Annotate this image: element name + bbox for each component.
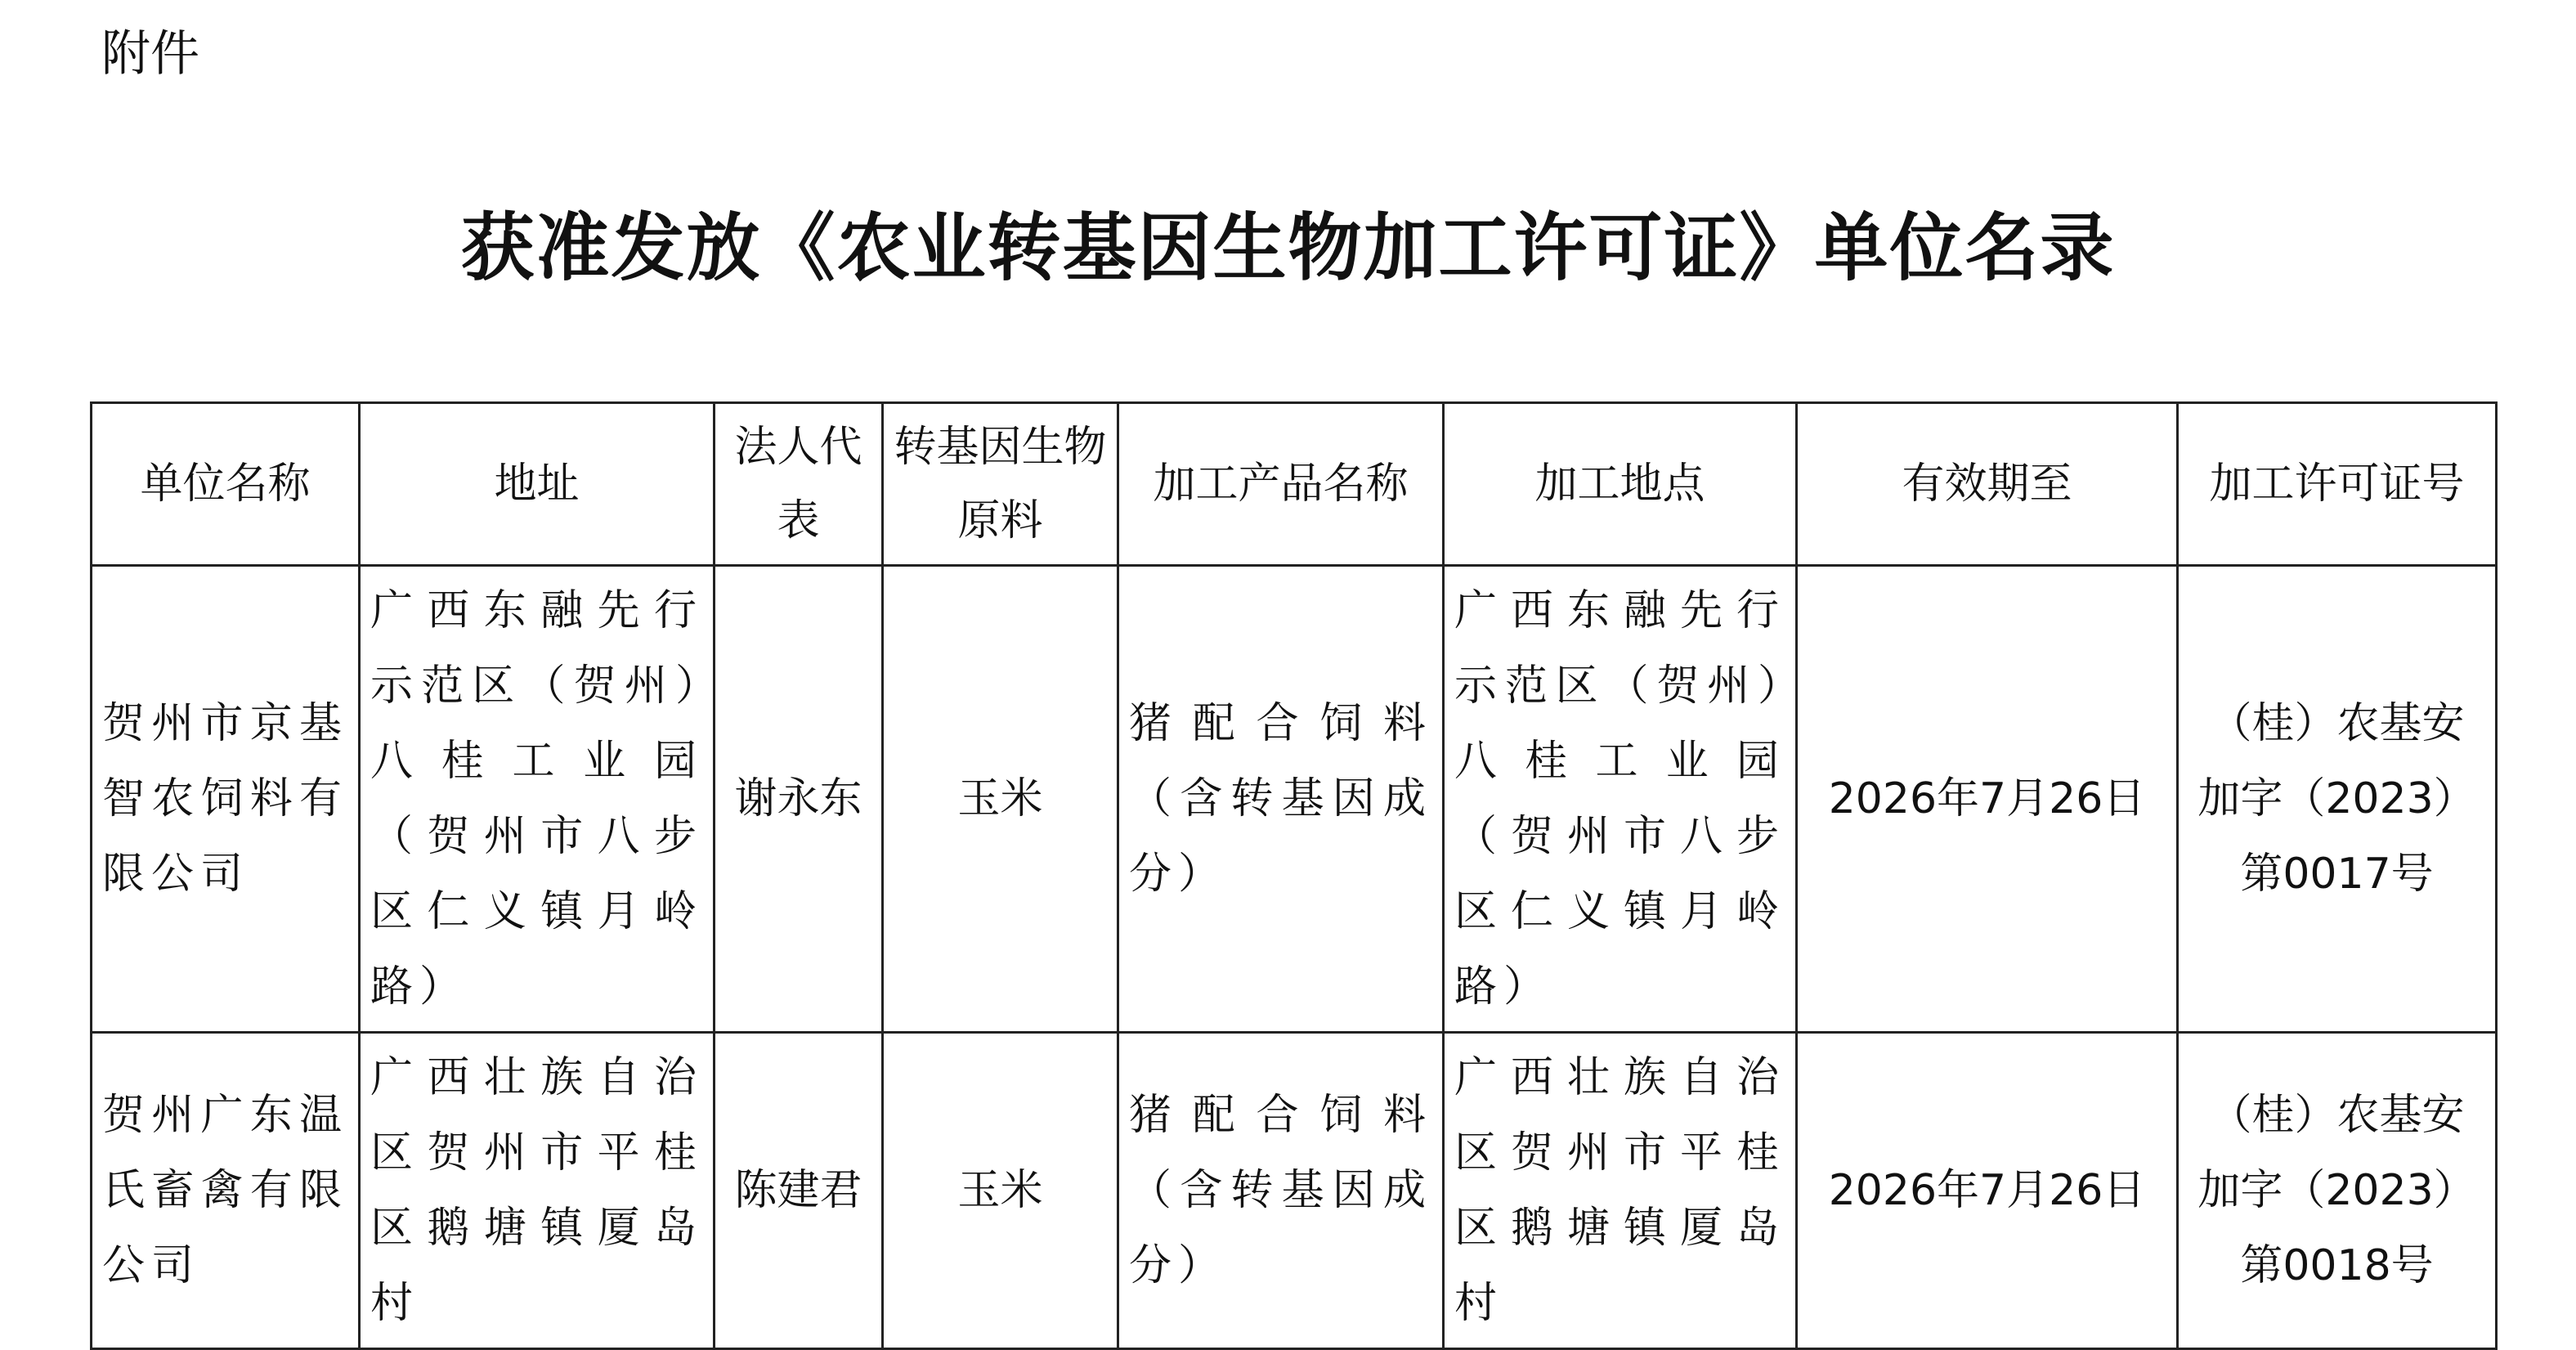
header-legal-rep: 法人代表 [715, 403, 883, 566]
header-valid-until: 有效期至 [1797, 403, 2178, 566]
header-permit-no: 加工许可证号 [2178, 403, 2497, 566]
cell-unit-name: 贺州广东温氏畜禽有限公司 [92, 1033, 360, 1349]
permit-roster-table [90, 401, 2498, 1350]
cell-permit-no: （桂）农基安加字（2023）第0017号 [2178, 566, 2497, 1033]
table-row [92, 566, 2497, 1033]
attachment-label: 附件 [101, 25, 199, 83]
cell-raw-material: 玉米 [883, 1033, 1118, 1349]
header-product: 加工产品名称 [1118, 403, 1444, 566]
table-header-row [92, 403, 2497, 566]
cell-legal-rep: 谢永东 [715, 566, 883, 1033]
cell-legal-rep: 陈建君 [715, 1033, 883, 1349]
document-title: 获准发放《农业转基因生物加工许可证》单位名录 [460, 204, 2116, 291]
header-raw-material: 转基因生物原料 [883, 403, 1118, 566]
cell-permit-no: （桂）农基安加字（2023）第0018号 [2178, 1033, 2497, 1349]
cell-address: 广西壮族自治区贺州市平桂区鹅塘镇厦岛村 [360, 1033, 715, 1349]
cell-raw-material: 玉米 [883, 566, 1118, 1033]
cell-unit-name: 贺州市京基智农饲料有限公司 [92, 566, 360, 1033]
header-address: 地址 [360, 403, 715, 566]
header-location: 加工地点 [1444, 403, 1797, 566]
cell-location: 广西东融先行示范区（贺州）八桂工业园（贺州市八步区仁义镇月岭路） [1444, 566, 1797, 1033]
table-row [92, 1033, 2497, 1349]
cell-valid-until: 2026年7月26日 [1797, 566, 2178, 1033]
cell-address: 广西东融先行示范区（贺州）八桂工业园（贺州市八步区仁义镇月岭路） [360, 566, 715, 1033]
header-unit-name: 单位名称 [92, 403, 360, 566]
cell-product: 猪配合饲料（含转基因成分） [1118, 1033, 1444, 1349]
cell-location: 广西壮族自治区贺州市平桂区鹅塘镇厦岛村 [1444, 1033, 1797, 1349]
cell-product: 猪配合饲料（含转基因成分） [1118, 566, 1444, 1033]
cell-valid-until: 2026年7月26日 [1797, 1033, 2178, 1349]
